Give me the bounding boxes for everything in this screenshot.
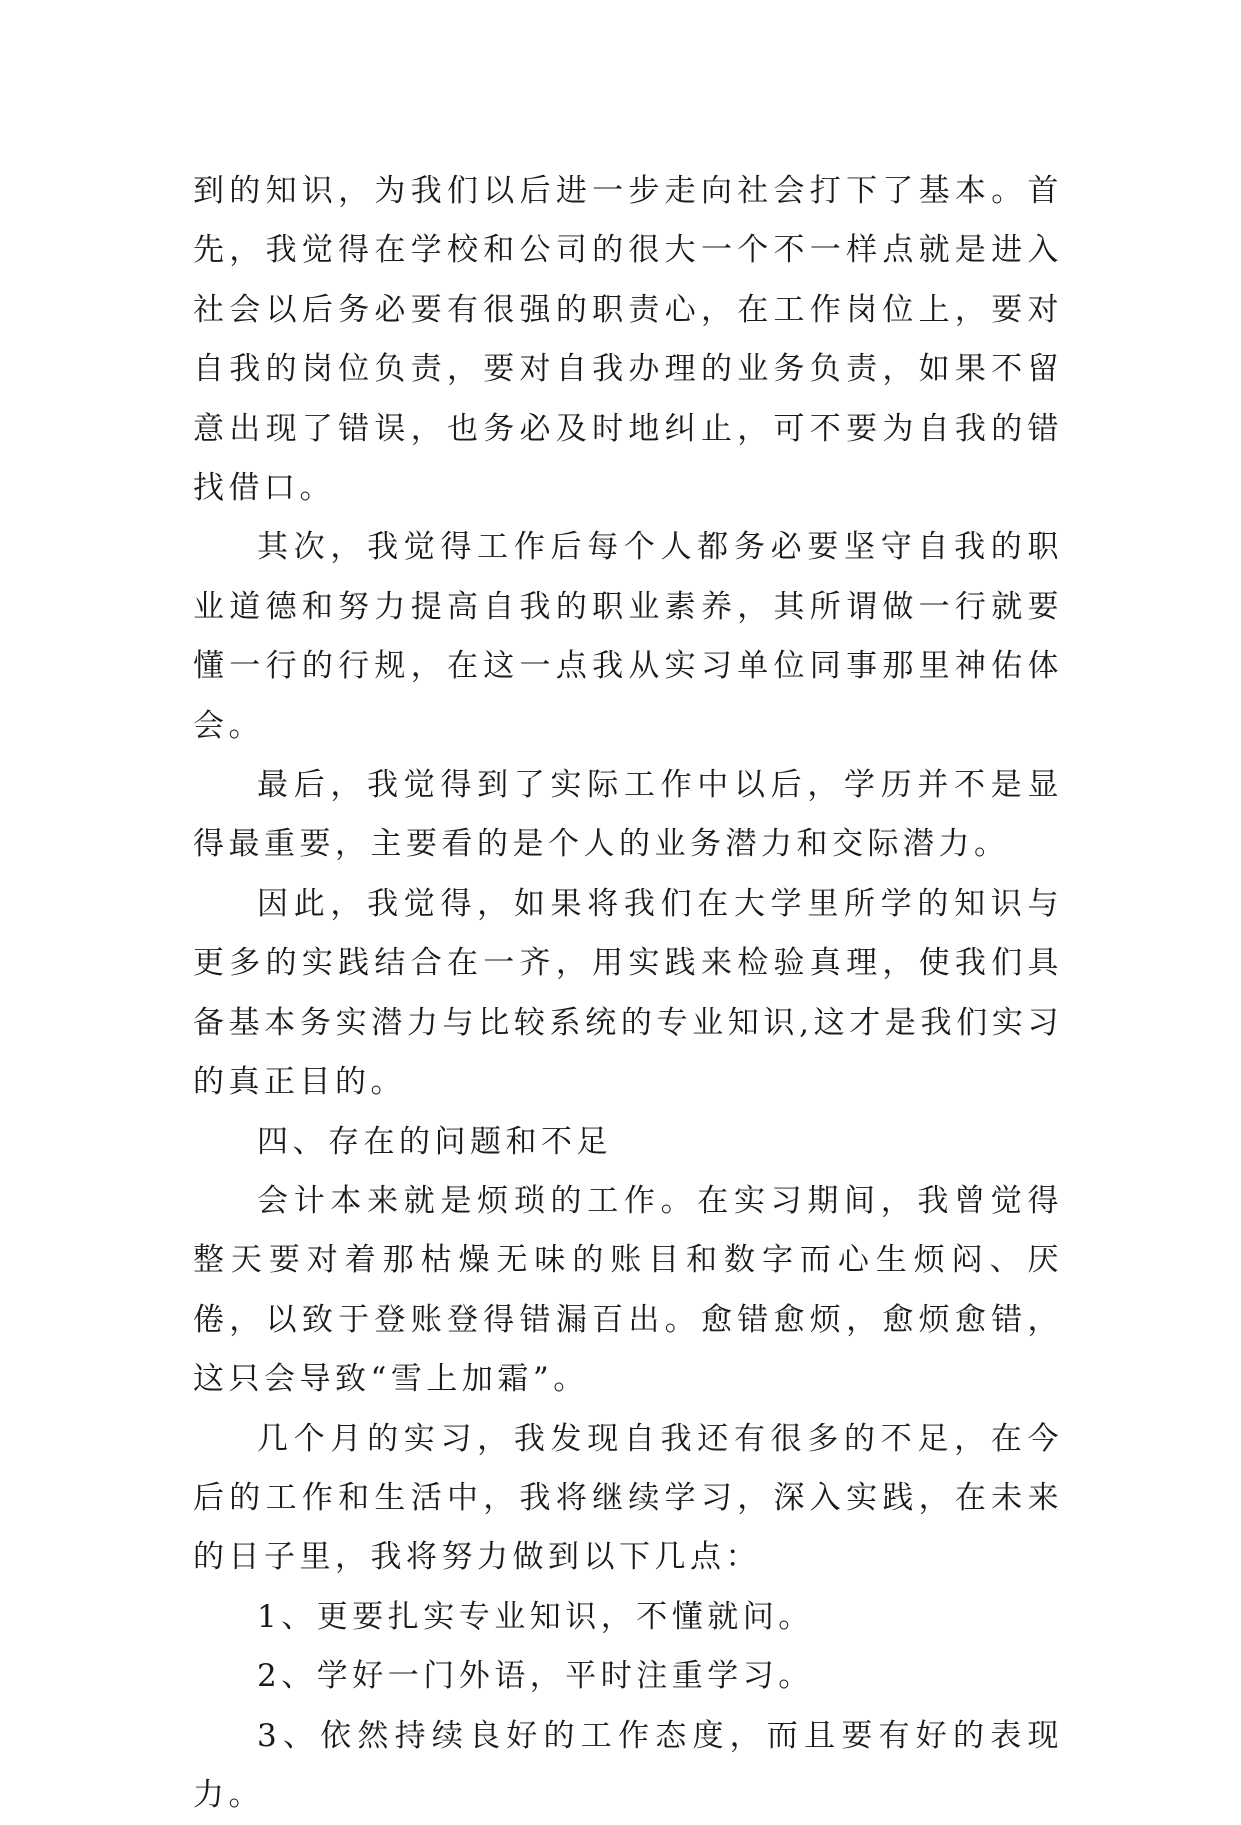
section-heading-problems: 四、存在的问题和不足 <box>257 1123 612 1160</box>
paragraph-final-point: 最后，我觉得到了实际工作中以后，学历并不是显得最重要，主要看的是个人的业务潜力和交际潜力。 <box>193 767 1063 863</box>
paragraph-intro: 到的知识，为我们以后进一步走向社会打下了基本。首先，我觉得在学校和公司的很大一个不一样点就是进入社会以后务必要有很强的职责心，在工作岗位上，要对自我的岗位负责，要对自我办理的业务负责，如果不留意出现了错误，也务必及时地纠止，可不要为自我的错找借口。 <box>193 173 1063 507</box>
paragraph-second-point: 其次，我觉得工作后每个人都务必要坚守自我的职业道德和努力提高自我的职业素养，其所谓做一行就要懂一行的行规，在这一点我从实习单位同事那里神佑体会。 <box>193 529 1063 744</box>
paragraph-shortcomings: 几个月的实习，我发现自我还有很多的不足，在今后的工作和生活中，我将继续学习，深入实践，在未来的日子里，我将努力做到以下几点： <box>193 1420 1063 1576</box>
list-item-3: 3、依然持续良好的工作态度，而且要有好的表现力。 <box>193 1717 1063 1813</box>
list-item-2: 2、学好一门外语，平时注重学习。 <box>257 1658 814 1695</box>
paragraph-conclusion: 因此，我觉得，如果将我们在大学里所学的知识与更多的实践结合在一齐，用实践来检验真理，使我们具备基本务实潜力与比较系统的专业知识,这才是我们实习的真正目的。 <box>193 885 1063 1101</box>
body-text <box>193 162 1063 1825</box>
paragraph-accounting: 会计本来就是烦琐的工作。在实习期间，我曾觉得整天要对着那枯燥无味的账目和数字而心生烦闷、厌倦，以致于登账登得错漏百出。愈错愈烦，愈烦愈错，这只会导致“雪上加霜”。 <box>193 1182 1063 1398</box>
list-item-1: 1、更要扎实专业知识，不懂就问。 <box>257 1598 814 1635</box>
